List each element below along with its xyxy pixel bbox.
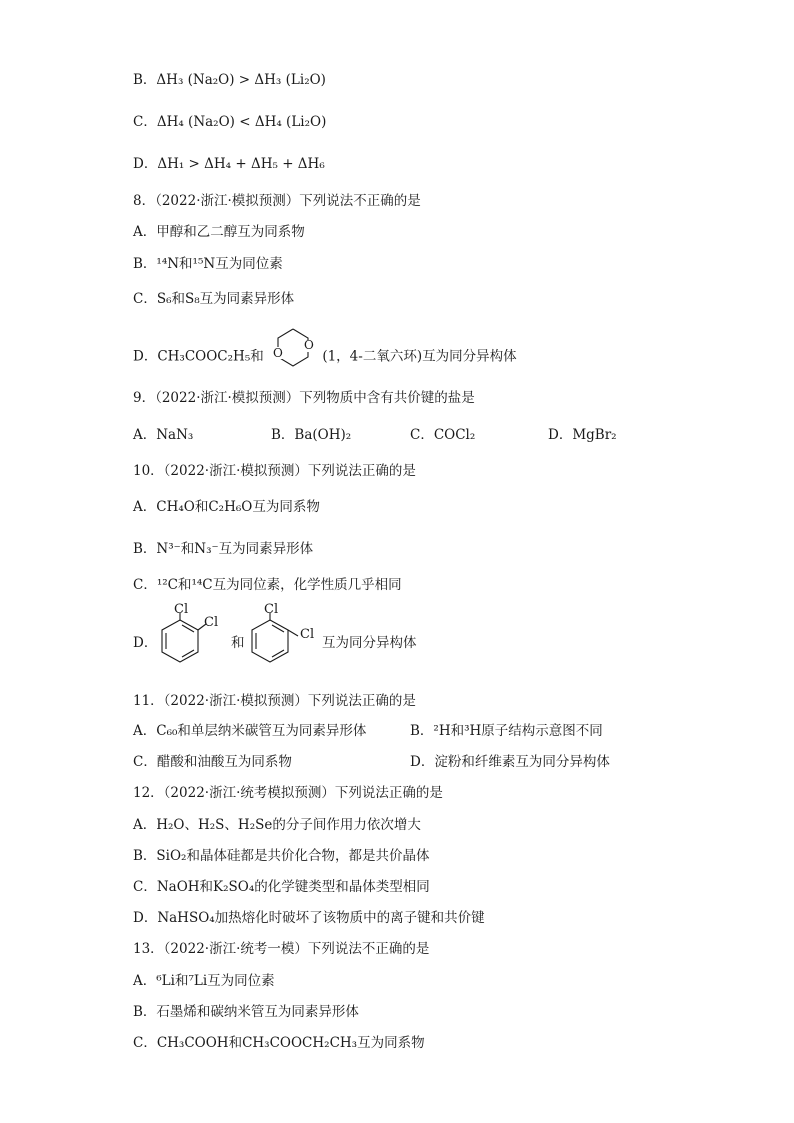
- q12-option-c: C．NaOH和K₂SO₄的化学键类型和晶体类型相同: [133, 879, 430, 895]
- q10-option-c: C．¹²C和¹⁴C互为同位素，化学性质几乎相同: [133, 577, 402, 593]
- q11-stem: 11．（2022·浙江·模拟预测）下列说法正确的是: [133, 693, 416, 709]
- ortho-dichlorobenzene-structure-icon: [152, 600, 224, 680]
- q9-option-a: A．NaN₃: [133, 427, 194, 443]
- q7-option-c: C．ΔH₄ (Na₂O) < ΔH₄ (Li₂O): [133, 114, 327, 130]
- q10-option-d-suffix: 互为同分异构体: [322, 635, 417, 651]
- chlorine-label-4: Cl: [300, 627, 315, 642]
- q8-option-b: B．¹⁴N和¹⁵N互为同位素: [133, 256, 283, 272]
- chlorine-label-2: Cl: [204, 615, 219, 630]
- q11-option-a: A．C₆₀和单层纳米碳管互为同素异形体: [133, 723, 367, 739]
- q10-option-b: B．N³⁻和N₃⁻互为同素异形体: [133, 541, 314, 557]
- q8-stem: 8．（2022·浙江·模拟预测）下列说法不正确的是: [133, 193, 421, 209]
- q12-option-d: D．NaHSO₄加热熔化时破坏了该物质中的离子键和共价键: [133, 910, 485, 926]
- q13-stem: 13．（2022·浙江·统考一模）下列说法不正确的是: [133, 941, 430, 957]
- q10-option-d-and: 和: [231, 635, 245, 651]
- q7-option-d: D．ΔH₁ > ΔH₄ + ΔH₅ + ΔH₆: [133, 156, 325, 172]
- dioxane-oxygen-label-1: O: [304, 338, 314, 352]
- dioxane-oxygen-label-2: O: [273, 346, 283, 360]
- dioxane-structure-icon: [270, 327, 316, 373]
- q12-option-a: A．H₂O、H₂S、H₂Se的分子间作用力依次增大: [133, 817, 421, 833]
- q11-option-d: D．淀粉和纤维素互为同分异构体: [410, 754, 610, 770]
- q9-option-b: B．Ba(OH)₂: [271, 427, 352, 443]
- q8-option-d-prefix: D．CH₃COOC₂H₅和: [133, 348, 264, 365]
- q10-option-a: A．CH₄O和C₂H₆O互为同系物: [133, 499, 320, 515]
- q9-option-d: D．MgBr₂: [548, 427, 617, 443]
- q13-option-b: B．石墨烯和碳纳米管互为同素异形体: [133, 1004, 359, 1020]
- q12-option-b: B．SiO₂和晶体硅都是共价化合物，都是共价晶体: [133, 848, 430, 864]
- q13-option-c: C．CH₃COOH和CH₃COOCH₂CH₃互为同系物: [133, 1035, 425, 1051]
- q8-option-d-suffix: (1，4-二氧六环)互为同分异构体: [322, 348, 517, 365]
- q7-option-b: B．ΔH₃ (Na₂O) > ΔH₃ (Li₂O): [133, 72, 326, 88]
- q12-stem: 12．（2022·浙江·统考模拟预测）下列说法正确的是: [133, 785, 443, 801]
- chlorine-label-1: Cl: [174, 602, 189, 617]
- q8-option-c: C．S₆和S₈互为同素异形体: [133, 291, 295, 307]
- q10-option-d-prefix: D．: [133, 635, 158, 651]
- ortho-dichlorobenzene-structure-icon-2: [244, 600, 320, 680]
- q13-option-a: A．⁶Li和⁷Li互为同位素: [133, 973, 275, 989]
- q8-option-a: A．甲醇和乙二醇互为同系物: [133, 224, 305, 240]
- q10-stem: 10．（2022·浙江·模拟预测）下列说法正确的是: [133, 463, 416, 479]
- q8-option-d: [133, 338, 517, 373]
- q9-option-c: C．COCl₂: [410, 427, 476, 443]
- q11-option-b: B．²H和³H原子结构示意图不同: [410, 723, 603, 739]
- chlorine-label-3: Cl: [264, 602, 279, 617]
- q11-option-c: C．醋酸和油酸互为同系物: [133, 754, 292, 770]
- q9-stem: 9．（2022·浙江·模拟预测）下列物质中含有共价键的盐是: [133, 390, 475, 406]
